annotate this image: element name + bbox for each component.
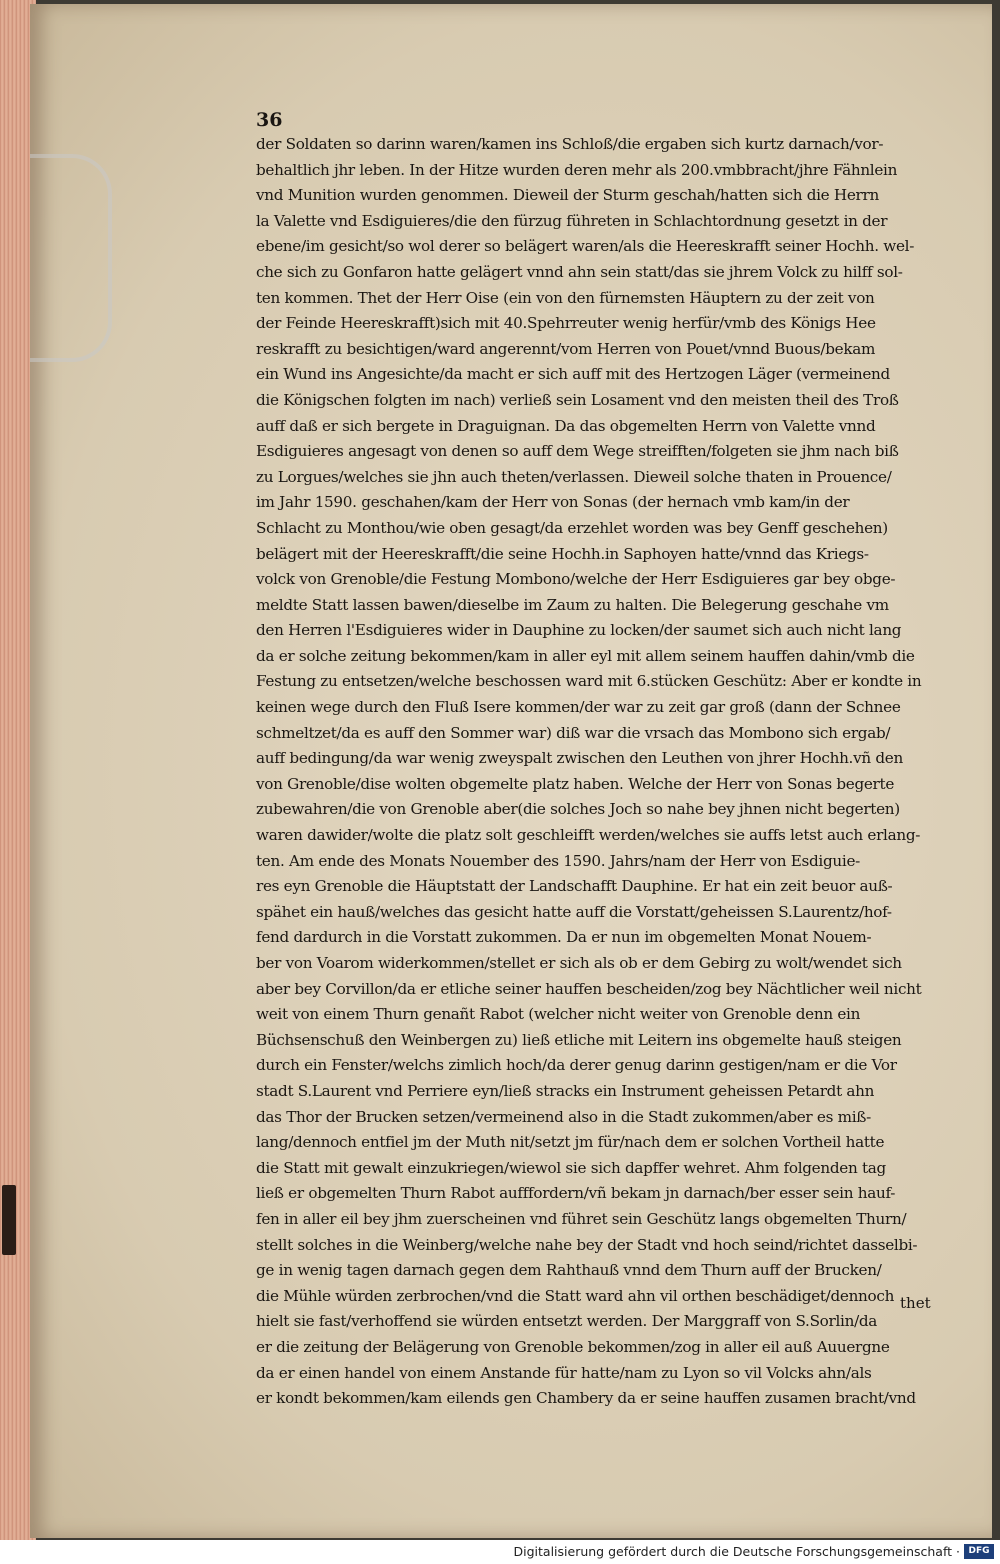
text-line: hielt sie fast/verhoffend sie würden entsetzt werden. Der Marggraff von S.Sorlin/da	[256, 1312, 878, 1331]
text-line: Esdiguieres angesagt von denen so auff dem Wege streifften/folgeten sie jhm nach biß	[256, 442, 899, 461]
text-line: er die zeitung der Belägerung von Grenoble bekommen/zog in aller eil auß Auuergne	[256, 1337, 890, 1356]
text-line: auff daß er sich bergete in Draguignan. Da das obgemelten Herrn von Valette vnnd	[256, 416, 876, 435]
text-line: stadt S.Laurent vnd Perriere eyn/ließ stracks ein Instrument geheissen Petardt ahn	[256, 1081, 875, 1100]
text-line: res eyn Grenoble die Häuptstatt der Landschafft Dauphine. Er hat ein zeit beuor auß-	[256, 877, 893, 896]
text-line: der Feinde Heereskrafft)sich mit 40.Spehrreuter wenig herfür/vmb des Königs Hee	[256, 314, 876, 333]
text-line: ten. Am ende des Monats Nouember des 1590. Jahrs/nam der Herr von Esdiguie-	[256, 851, 860, 870]
text-line: keinen wege durch den Fluß Isere kommen/der war zu zeit gar groß (dann der Schnee	[256, 698, 901, 717]
text-line: das Thor der Brucken setzen/vermeinend also in die Stadt zukommen/aber es miß-	[256, 1107, 871, 1126]
catchword: thet	[900, 1294, 931, 1312]
text-line: fen in aller eil bey jhm zuerscheinen vnd führet sein Geschütz langs obgemelten Thurn/	[256, 1209, 907, 1228]
paper-clip-icon	[30, 154, 112, 362]
text-line: stellt solches in die Weinberg/welche nahe bey der Stadt vnd hoch seind/richtet dasselbi-	[256, 1235, 918, 1254]
text-line: die Königschen folgten im nach) verließ sein Losament vnd den meisten theil des Troß	[256, 390, 899, 409]
text-line: da er solche zeitung bekommen/kam in aller eyl mit allem seinem hauffen dahin/vmb die	[256, 646, 915, 665]
text-line: weit von einem Thurn genañt Rabot (welcher nicht weiter von Grenoble denn ein	[256, 1005, 861, 1024]
text-line: von Grenoble/dise wolten obgemelte platz haben. Welche der Herr von Sonas begerte	[256, 774, 895, 793]
text-line: meldte Statt lassen bawen/dieselbe im Zaum zu halten. Die Belegerung geschahe vm	[256, 595, 889, 614]
text-line: ber von Voarom widerkommen/stellet er sich als ob er dem Gebirg zu wolt/wendet sich	[256, 954, 902, 972]
text-line: auff bedingung/da war wenig zweyspalt zwischen den Leuthen von jhrer Hochh.vñ den	[256, 749, 903, 768]
text-line: die Statt mit gewalt einzukriegen/wiewol sie sich dapffer wehret. Ahm folgenden tag	[256, 1158, 886, 1177]
text-line: volck von Grenoble/die Festung Mombono/welche der Herr Esdiguieres gar bey obge-	[256, 570, 896, 589]
text-line: lang/dennoch entfiel jm der Muth nit/setzt jm für/nach dem er solchen Vortheil hatte	[256, 1133, 885, 1152]
page-number: 36	[256, 109, 283, 131]
body-text	[256, 132, 956, 1412]
text-block	[256, 108, 956, 1412]
text-line: fend dardurch in die Vorstatt zukommen. Da er nun im obgemelten Monat Nouem-	[256, 928, 872, 947]
text-line: aber bey Corvillon/da er etliche seiner hauffen bescheiden/zog bey Nächtlicher weil nicht	[256, 979, 922, 998]
text-line: da er einen handel von einem Anstande für hatte/nam zu Lyon so vil Volcks ahn/als	[256, 1363, 872, 1382]
text-line: er kondt bekommen/kam eilends gen Chambery da er seine hauffen zusamen bracht/vnd	[256, 1389, 916, 1408]
text-line: der Soldaten so darinn waren/kamen ins Schloß/die ergaben sich kurtz darnach/vor-	[256, 135, 884, 153]
dfg-logo: DFG	[964, 1544, 994, 1559]
text-line: reskrafft zu besichtigen/ward angerennt/vom Herren von Pouet/vnnd Buous/bekam	[256, 339, 876, 358]
text-line: Festung zu entsetzen/welche beschossen ward mit 6.stücken Geschütz: Aber er kondte in	[256, 672, 922, 691]
text-line: schmeltzet/da es auff den Sommer war) diß war die vrsach das Mombono sich ergab/	[256, 723, 891, 742]
text-line: waren dawider/wolte die platz solt geschleifft werden/welches sie auffs letst auch erlang-	[256, 826, 921, 845]
text-line: den Herren l'Esdiguieres wider in Dauphine zu locken/der saumet sich auch nicht lang	[256, 621, 902, 640]
text-line: che sich zu Gonfaron hatte gelägert vnnd ahn sein statt/das sie jhrem Volck zu hilff sol-	[256, 262, 903, 281]
text-line: zubewahren/die von Grenoble aber(die solches Joch so nahe bey jhnen nicht begerten)	[256, 800, 900, 819]
text-line: Büchsenschuß den Weinbergen zu) ließ etliche mit Leitern ins obgemelte hauß steigen	[256, 1030, 902, 1049]
text-line: ebene/im gesicht/so wol derer so belägert waren/als die Heereskrafft seiner Hochh. wel-	[256, 237, 915, 256]
bookmark-tab	[2, 1185, 16, 1255]
text-line: ge in wenig tagen darnach gegen dem Rahthauß vnnd dem Thurn auff der Brucken/	[256, 1261, 882, 1280]
text-line: ließ er obgemelten Thurn Rabot aufffordern/vñ bekam jn darnach/ber esser sein hauf-	[256, 1184, 896, 1203]
footer-bar	[0, 1540, 1000, 1564]
text-line: zu Lorgues/welches sie jhn auch theten/verlassen. Dieweil solche thaten in Prouence/	[256, 467, 892, 486]
funding-notice: Digitalisierung gefördert durch die Deutsche Forschungsgemeinschaft ·	[513, 1544, 960, 1559]
text-line: behaltlich jhr leben. In der Hitze wurden deren mehr als 200.vmbbracht/jhre Fähnlein	[256, 160, 898, 179]
text-line: ein Wund ins Angesichte/da macht er sich auff mit des Hertzogen Läger (vermeinend	[256, 365, 890, 384]
text-line: ten kommen. Thet der Herr Oise (ein von den fürnemsten Häuptern zu der zeit von	[256, 288, 875, 307]
text-line: Schlacht zu Monthou/wie oben gesagt/da erzehlet worden was bey Genff geschehen)	[256, 518, 888, 537]
text-line: belägert mit der Heereskrafft/die seine Hochh.in Saphoyen hatte/vnnd das Kriegs-	[256, 544, 869, 563]
text-line: die Mühle würden zerbrochen/vnd die Statt ward ahn vil orthen beschädiget/dennoch	[256, 1286, 895, 1305]
text-line: la Valette vnd Esdiguieres/die den fürzug führeten in Schlachtordnung gesetzt in der	[256, 211, 888, 230]
text-line: vnd Munition wurden genommen. Dieweil der Sturm geschah/hatten sich die Herrn	[256, 186, 879, 205]
text-line: spähet ein hauß/welches das gesicht hatte auff die Vorstatt/geheissen S.Laurentz/hof-	[256, 902, 892, 921]
text-line: im Jahr 1590. geschahen/kam der Herr von Sonas (der hernach vmb kam/in der	[256, 493, 850, 512]
text-line: durch ein Fenster/welchs zimlich hoch/da derer genug darinn gestigen/nam er die Vor	[256, 1056, 897, 1075]
